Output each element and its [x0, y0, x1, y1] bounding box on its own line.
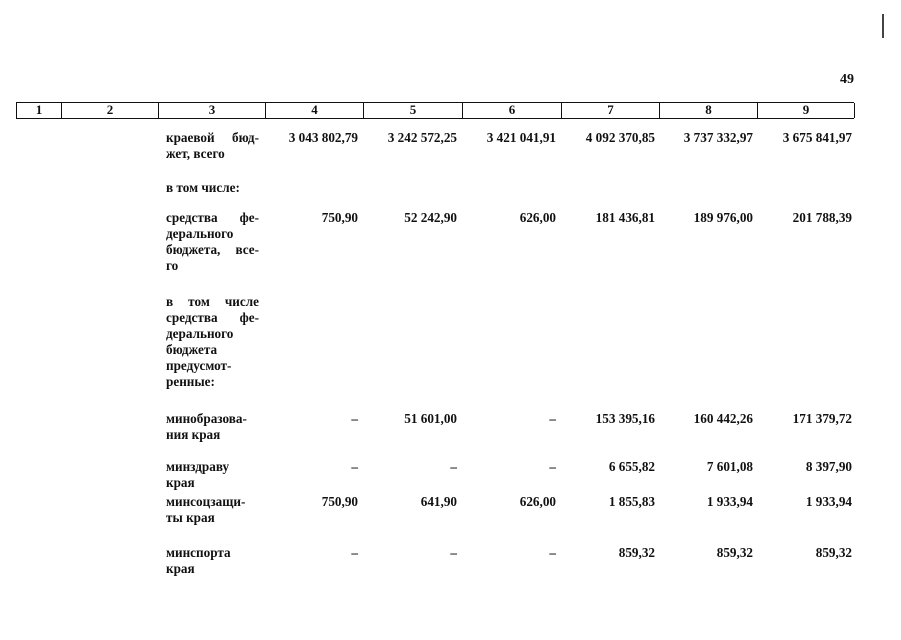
cell-col-5: – [450, 459, 457, 474]
row-label: минсоцзащи-ты края [166, 494, 246, 525]
cell-col-8: 7 601,08 [706, 459, 753, 474]
cell-col-9: 3 675 841,97 [782, 130, 852, 145]
row-label: минздраву края [166, 459, 230, 490]
cell-col-6: 626,00 [519, 494, 556, 509]
cell-col-8: 189 976,00 [693, 210, 753, 225]
cell-col-7: 153 395,16 [595, 411, 655, 426]
cell-col-4: – [351, 459, 358, 474]
page-number: 49 [840, 72, 854, 87]
cell-col-7: 181 436,81 [595, 210, 655, 225]
cell-col-9: 201 788,39 [792, 210, 852, 225]
page-edge-mark [882, 14, 884, 38]
cell-col-7: 4 092 370,85 [585, 130, 655, 145]
header-col-8: 8 [660, 103, 758, 118]
cell-col-8: 3 737 332,97 [683, 130, 753, 145]
row-label: в том числе средства фе-дерального бюджета предусмот-ренные: [166, 294, 259, 389]
row-label: в том числе: [166, 180, 240, 195]
cell-col-5: 51 601,00 [404, 411, 457, 426]
cell-col-9: 1 933,94 [805, 494, 852, 509]
cell-col-6: – [549, 459, 556, 474]
row-label: средства фе-дерального бюджета, все-го [166, 210, 259, 273]
cell-col-7: 6 655,82 [608, 459, 655, 474]
cell-col-4: – [351, 411, 358, 426]
header-col-6: 6 [463, 103, 562, 118]
header-col-2: 2 [62, 103, 159, 118]
cell-col-6: 626,00 [519, 210, 556, 225]
header-col-4: 4 [266, 103, 364, 118]
header-col-5: 5 [364, 103, 463, 118]
header-col-1: 1 [17, 103, 62, 118]
row-label: минспорта края [166, 545, 231, 576]
cell-col-4: – [351, 545, 358, 560]
cell-col-6: 3 421 041,91 [486, 130, 556, 145]
cell-col-7: 859,32 [618, 545, 655, 560]
cell-col-8: 1 933,94 [706, 494, 753, 509]
cell-col-5: 52 242,90 [404, 210, 457, 225]
cell-col-8: 859,32 [716, 545, 753, 560]
row-label: краевой бюд-жет, всего [166, 130, 259, 161]
cell-col-4: 750,90 [321, 210, 358, 225]
cell-col-5: – [450, 545, 457, 560]
cell-col-4: 750,90 [321, 494, 358, 509]
cell-col-5: 3 242 572,25 [387, 130, 457, 145]
cell-col-6: – [549, 411, 556, 426]
cell-col-5: 641,90 [420, 494, 457, 509]
cell-col-7: 1 855,83 [608, 494, 655, 509]
cell-col-9: 8 397,90 [805, 459, 852, 474]
cell-col-9: 859,32 [815, 545, 852, 560]
header-col-9: 9 [758, 103, 855, 118]
cell-col-6: – [549, 545, 556, 560]
row-label: минобразова-ния края [166, 411, 247, 442]
table-header-row [16, 102, 854, 119]
cell-col-8: 160 442,26 [693, 411, 753, 426]
cell-col-9: 171 379,72 [792, 411, 852, 426]
header-col-7: 7 [562, 103, 660, 118]
header-col-3: 3 [159, 103, 266, 118]
cell-col-4: 3 043 802,79 [288, 130, 358, 145]
